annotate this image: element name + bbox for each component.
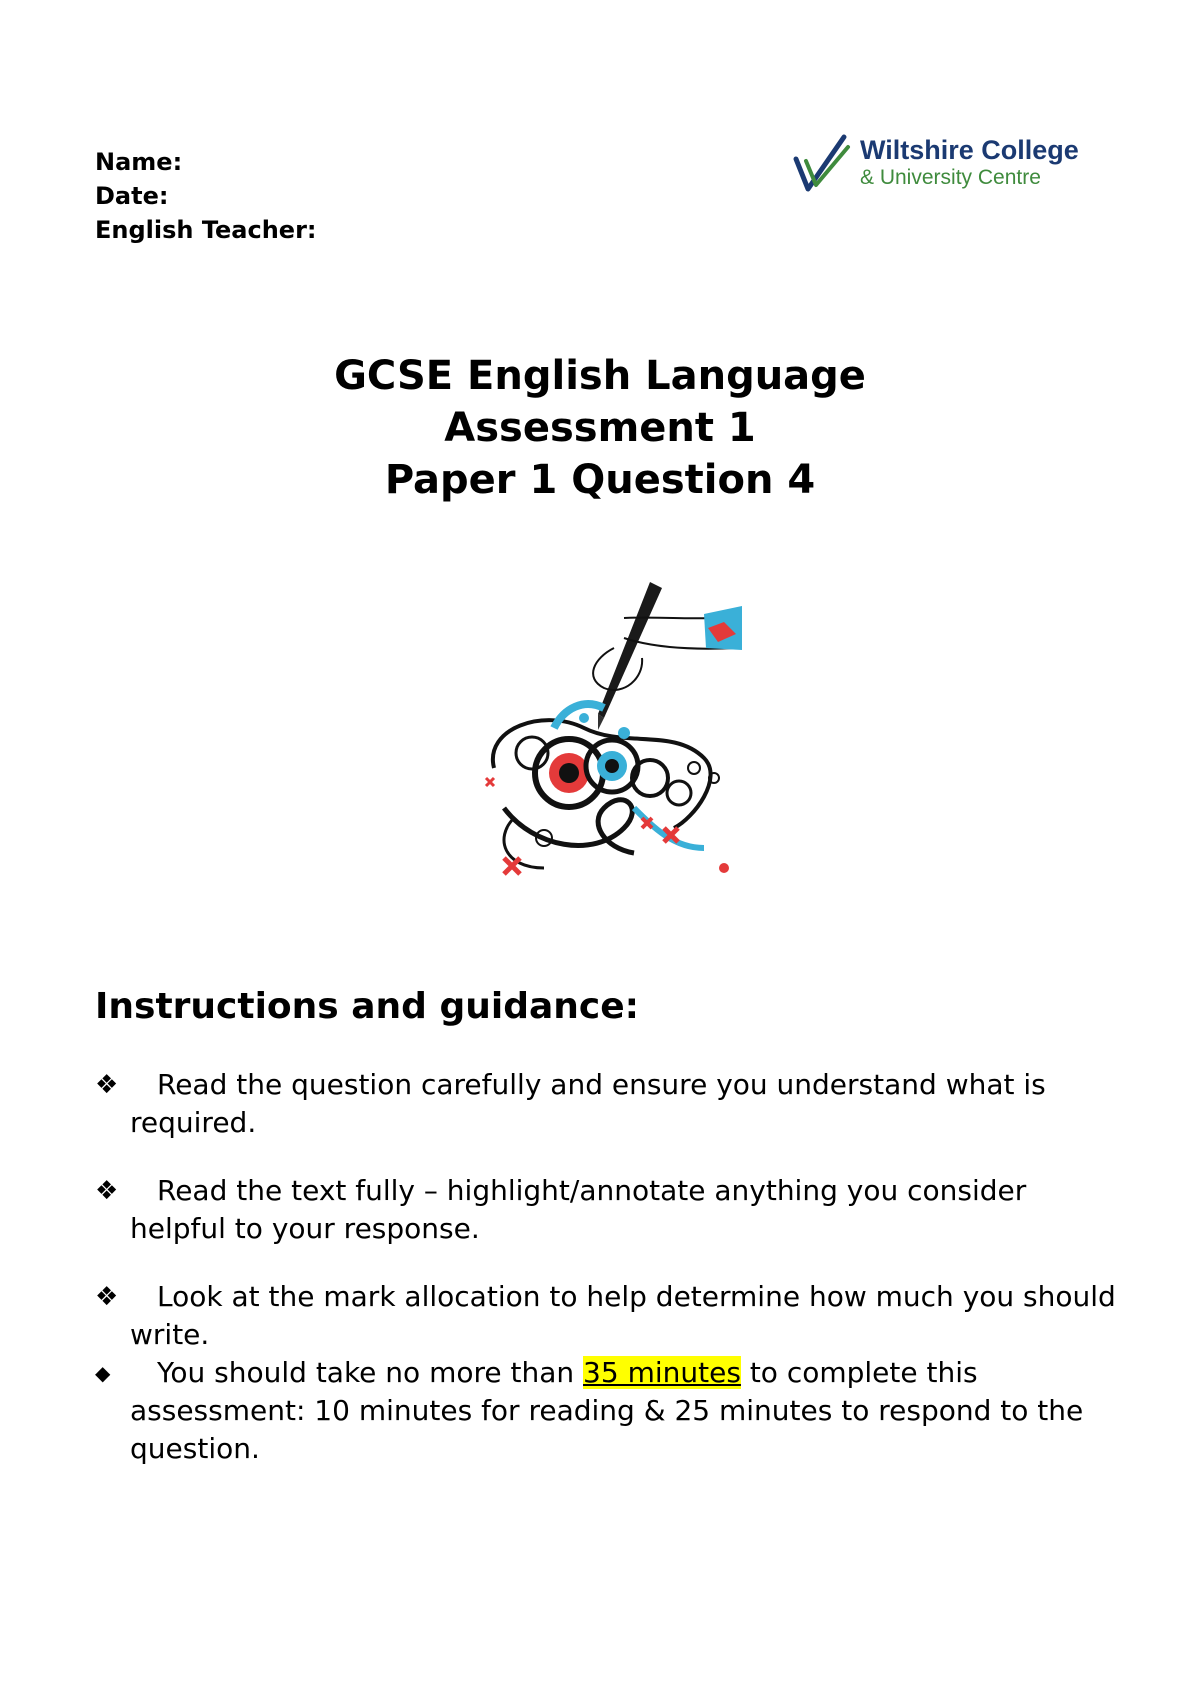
logo-line2: & University Centre (860, 166, 1041, 189)
instruction-text: Read the text fully – highlight/annotate anything you consider helpful to your response. (130, 1174, 1027, 1245)
document-title (0, 350, 1200, 506)
pen-ink-swirl-illustration-icon (474, 578, 744, 883)
teacher-label: English Teacher: (95, 216, 317, 244)
name-label: Name: (95, 148, 183, 176)
diamond-bullet-icon: ❖ (95, 1176, 119, 1206)
time-limit-highlight: 35 minutes (583, 1356, 741, 1389)
instruction-item (95, 1354, 1125, 1468)
title-line1: GCSE English Language (334, 353, 866, 399)
instructions-heading: Instructions and guidance: (95, 986, 640, 1027)
title-line3: Paper 1 Question 4 (384, 457, 816, 503)
time-limit-prefix: You should take no more than (157, 1356, 584, 1389)
logo-line1: Wiltshire College (860, 135, 1079, 165)
instruction-item (95, 1066, 1125, 1142)
student-details (95, 145, 317, 247)
instruction-text: Look at the mark allocation to help determine how much you should write. (130, 1280, 1116, 1351)
time-limit-suffix: to complete this assessment: 10 minutes for reading & 25 minutes to respond to the question. (130, 1356, 1084, 1465)
instruction-item (95, 1172, 1125, 1248)
date-label: Date: (95, 182, 169, 210)
college-logo (792, 133, 1122, 195)
instruction-text: Read the question carefully and ensure you understand what is required. (130, 1068, 1046, 1139)
instruction-text (95, 1354, 1125, 1468)
instruction-item (95, 1278, 1125, 1354)
small-diamond-bullet-icon: ◆ (95, 1361, 111, 1385)
title-line2: Assessment 1 (444, 405, 756, 451)
diamond-bullet-icon: ❖ (95, 1070, 119, 1100)
checkmark-logo-icon (792, 133, 854, 193)
diamond-bullet-icon: ❖ (95, 1282, 119, 1312)
